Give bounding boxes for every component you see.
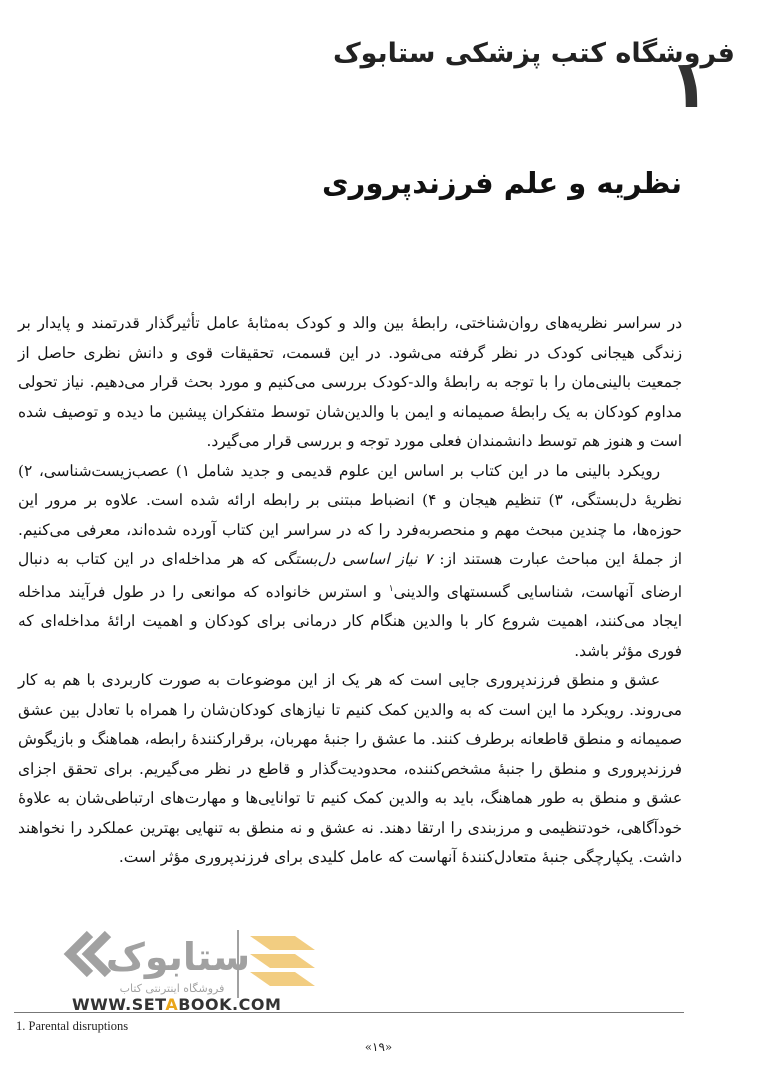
paragraph-2-emphasis: ۷ نیاز اساسی دل‌بستگی xyxy=(273,550,433,568)
paragraph-1 xyxy=(18,309,682,457)
footnote-divider xyxy=(14,1012,684,1013)
body-text xyxy=(18,309,682,873)
header-title: فروشگاه کتب پزشکی ستابوک xyxy=(332,38,735,69)
book-stack-icon xyxy=(250,936,315,986)
footnote: 1. Parental disruptions xyxy=(16,1019,129,1033)
paragraph-3-text: عشق و منطق فرزندپروری جایی است که هر یک از این موضوعات به صورت کاربردی با هم به کار می‌روند. رویکرد ما این است که به والدین کمک کنیم تا نیازهای کودکان‌شان را همراه با تعادل بین عشق صمیمانه و منطق قاطعانه برطرف کنند. ما عشق را جنبهٔ مهربان، برقرارکنندهٔ رابطه، هماهنگ و بازیگوش فرزندپروری و منطق را جنبهٔ مشخص‌کننده، محدودیت‌گذار و قاطع در نظر می‌گیریم. برای تحقق اجزای عشق و منطق به طور هماهنگ، باید به والدین کمک کنیم تا توانایی‌ها و مهارت‌های ارتباطی‌شان به علاوهٔ خودآگاهی، خودتنظیمی و مرزبندی را ارتقا دهند. نه عشق و نه منطق به تنهایی بهترین عملکرد را نخواهند داشت. یکپارچگی جنبهٔ متعادل‌کنندهٔ آنهاست که عامل کلیدی برای فرزندپروری مؤثر است. xyxy=(18,671,682,867)
footnote-marker: ۱ xyxy=(388,583,394,594)
paragraph-1-text: در سراسر نظریه‌های روان‌شناختی، رابطهٔ بین والد و کودک به‌مثابهٔ عامل تأثیرگذار قدرتمند و پایدار بر زندگی هیجانی کودک در نظر گرفته می‌شود. در این قسمت، تحقیقات قوی و دانش نظری حاصل از جمعیت بالینی‌مان را با توجه به رابطهٔ والد-کودک بررسی می‌کنیم و مورد بحث قرار می‌دهیم. نیاز تحولی مداوم کودکان به یک رابطهٔ صمیمانه و ایمن با والدین‌شان توسط متفکران پیشین ما دیده و توصیف شده است و هنوز هم توسط دانشمندان فعلی مورد توجه و بررسی قرار می‌گیرد. xyxy=(18,314,682,450)
watermark-url-accent: A xyxy=(165,995,179,1014)
chevron-icon xyxy=(70,934,108,974)
chapter-title: نظریه و علم فرزندپروری xyxy=(322,166,682,200)
paragraph-2-text-a: رویکرد بالینی ما در این کتاب بر اساس این علوم قدیمی و جدید شامل ۱) عصب‌زیست‌شناسی، ۲) نظریهٔ دل‌بستگی، ۳) تنظیم هیجان و ۴) انضباط مبتنی بر رابطه ارائه شده است. علاوه بر مرور این حوزه‌ها، ما چندین مبحث مهم و منحصربه‌فرد را که در سراسر این کتاب آورده شده‌اند، معرفی می‌کنیم. از جملهٔ این مباحث عبارت هستند از: xyxy=(18,461,682,568)
watermark-tagline: فروشگاه اینترنتی کتاب xyxy=(119,982,225,995)
paragraph-2-text-b: که هر مداخله‌ای در این کتاب به دنبال ارضای آنهاست، شناسایی گسستهای والدینی xyxy=(18,550,682,601)
watermark-url-part-1: WWW.SET xyxy=(72,995,166,1014)
paragraph-2 xyxy=(18,457,682,667)
watermark-logo-text: ستابوک xyxy=(105,935,251,979)
chapter-number: ۱ xyxy=(668,46,709,123)
paragraph-3 xyxy=(18,666,682,873)
watermark-url-part-2: BOOK.COM xyxy=(178,995,282,1014)
page-number: «۱۹» xyxy=(364,1040,393,1054)
paragraph-2-text-c: و استرس خانواده که موانعی را در طول فرآیند مداخله ایجاد می‌کنند، اهمیت شروع کار با والدین هنگام کار درمانی برای کودکان و اهمیت ارائهٔ مداخله‌ای که فوری مؤثر باشد. xyxy=(18,582,682,660)
